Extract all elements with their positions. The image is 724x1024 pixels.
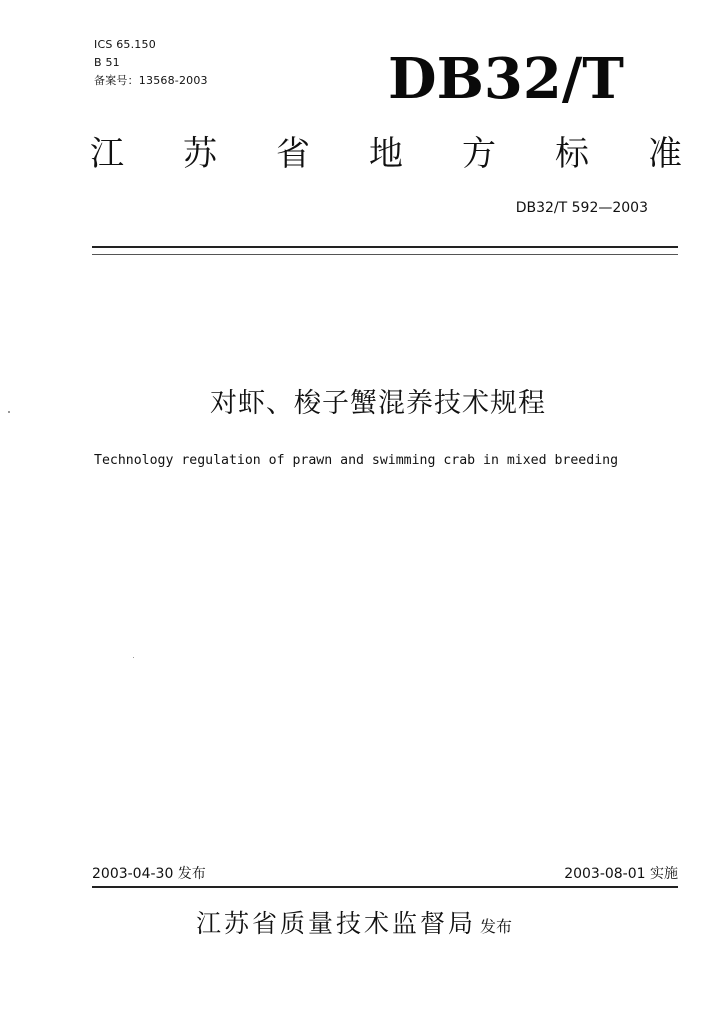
header-divider: [92, 246, 678, 248]
standard-type-char: 苏: [183, 134, 217, 174]
standard-type-char: 标: [555, 134, 589, 174]
standard-number: DB32/T 592—2003: [515, 200, 648, 216]
document-title-english: Technology regulation of prawn and swimming crab in mixed breeding: [94, 453, 619, 468]
ccs-code: B 51: [94, 56, 120, 69]
publisher: [196, 904, 512, 944]
header-divider-thin: [92, 254, 678, 255]
standard-type-char: 省: [276, 134, 310, 174]
scan-speck: [8, 411, 10, 413]
footer-divider: [92, 886, 678, 888]
standard-type-char: 地: [369, 134, 403, 174]
publisher-name: 江苏省质量技术监督局: [196, 909, 477, 938]
ics-code: ICS 65.150: [94, 38, 156, 51]
implementation-date: 2003-08-01 实施: [564, 866, 678, 882]
classification-block: [94, 36, 208, 90]
standard-type-char: 准: [648, 134, 682, 174]
document-title-chinese: 对虾、梭子蟹混养技术规程: [210, 388, 546, 419]
filing-number: 备案号：13568-2003: [94, 74, 208, 87]
date-row: [92, 862, 678, 886]
standard-type: [90, 130, 682, 178]
standard-type-char: 方: [462, 134, 496, 174]
standard-type-char: 江: [90, 134, 124, 174]
publisher-suffix: 发布: [480, 917, 513, 936]
issue-date: 2003-04-30 发布: [92, 866, 206, 882]
scan-speck: [133, 657, 134, 658]
standard-code: DB32/T: [388, 46, 624, 112]
